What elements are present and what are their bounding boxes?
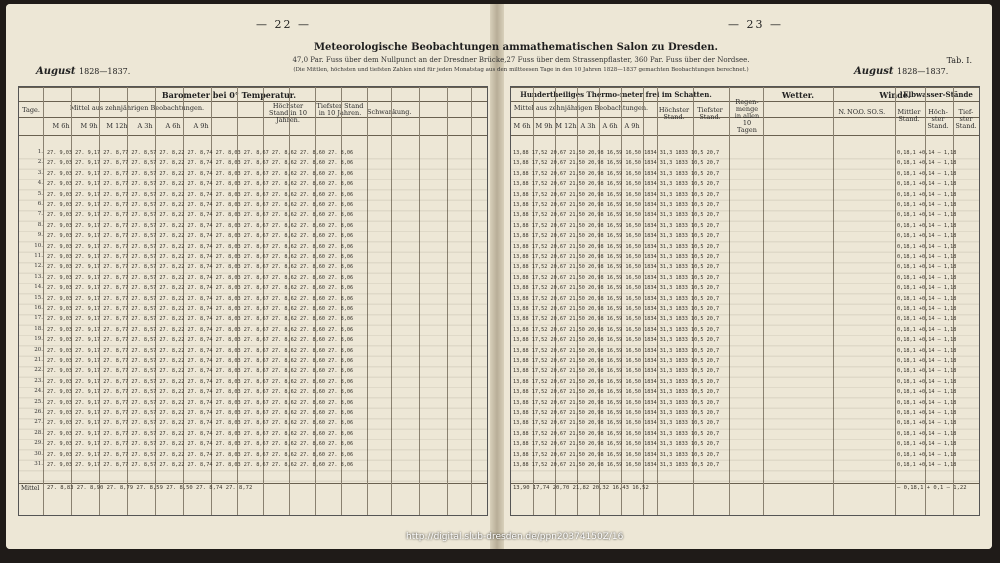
barometer-table bbox=[18, 86, 488, 516]
elbe-row: 0,18,1 +0,14 — 1,18 bbox=[897, 326, 957, 333]
day-label: 7. bbox=[37, 211, 43, 218]
day-label: 17. bbox=[34, 315, 43, 322]
header-baro-mittel: Mittel aus zehnjährigen Beobachtungen. bbox=[69, 104, 205, 112]
thermometer-row: 13,88 17,52 20,67 21,50 20,98 16,59 16,50 1834 31,3 1833 10,5 20,7 bbox=[513, 212, 720, 219]
elbe-row: 0,18,1 +0,14 — 1,18 bbox=[897, 358, 957, 364]
thermometer-row: 13,88 17,52 20,67 21,50 20,98 16,59 16,50 1834 31,3 1833 10,5 20,7 bbox=[513, 399, 720, 406]
baro-col-5: A 6h bbox=[165, 122, 181, 130]
elbe-row: 0,18,1 +0,14 — 1,18 bbox=[897, 222, 957, 229]
mittel-values: 27. 8,83 27. 8,90 27. 8,79 27. 8,59 27. 8,50 27. 8,74 27. 8,72 bbox=[47, 485, 253, 491]
baro-col-4: A 3h bbox=[137, 122, 153, 130]
barometer-row: 27. 9,03 27. 9,17 27. 8,77 27. 8,57 27. 8,22 27. 8,74 27. 8,03 27. 8,67 27. 8,62 27. 8,60 27. 8,06 bbox=[47, 274, 354, 281]
elbe-row: 0,18,1 +0,14 — 1,18 bbox=[897, 295, 957, 302]
thermometer-row: 13,88 17,52 20,67 21,50 20,98 16,59 16,50 1834 31,3 1833 10,5 20,7 bbox=[513, 462, 720, 468]
day-label: 15. bbox=[34, 294, 43, 301]
elbe-row: 0,18,1 +0,14 — 1,18 bbox=[897, 233, 957, 240]
barometer-row: 27. 9,03 27. 9,17 27. 8,77 27. 8,57 27. 8,22 27. 8,74 27. 8,03 27. 8,67 27. 8,62 27. 8,60 27. 8,06 bbox=[47, 243, 354, 250]
day-label: 2. bbox=[37, 159, 43, 166]
barometer-row: 27. 9,03 27. 9,17 27. 8,77 27. 8,57 27. 8,22 27. 8,74 27. 8,03 27. 8,67 27. 8,62 27. 8,60 27. 8,06 bbox=[47, 316, 354, 323]
table-label: Tab. I. bbox=[946, 56, 972, 65]
thermo-col-2: M 9h bbox=[535, 122, 553, 130]
barometer-row: 27. 9,03 27. 9,17 27. 8,77 27. 8,57 27. 8,22 27. 8,74 27. 8,03 27. 8,67 27. 8,62 27. 8,60 27. 8,06 bbox=[47, 347, 354, 354]
header-elbwasser: Elbwasser-Stände bbox=[903, 90, 973, 99]
barometer-row: 27. 9,03 27. 9,17 27. 8,77 27. 8,57 27. 8,22 27. 8,74 27. 8,03 27. 8,67 27. 8,62 27. 8,60 27. 8,06 bbox=[47, 451, 354, 458]
barometer-row: 27. 9,03 27. 9,17 27. 8,77 27. 8,57 27. 8,22 27. 8,74 27. 8,03 27. 8,67 27. 8,62 27. 8,60 27. 8,06 bbox=[47, 295, 354, 302]
thermometer-row: 13,88 17,52 20,67 21,50 20,98 16,59 16,50 1834 31,3 1833 10,5 20,7 bbox=[513, 389, 720, 396]
years: 1828—1837. bbox=[897, 67, 949, 76]
thermo-col-3: M 12h bbox=[555, 122, 577, 130]
day-label: 4. bbox=[37, 180, 43, 187]
thermometer-row: 13,88 17,52 20,67 21,50 20,98 16,59 16,50 1834 31,3 1833 10,5 20,7 bbox=[513, 264, 720, 271]
day-label: 11. bbox=[34, 253, 43, 259]
barometer-row: 27. 9,03 27. 9,17 27. 8,77 27. 8,57 27. 8,22 27. 8,74 27. 8,03 27. 8,67 27. 8,62 27. 8,60 27. 8,06 bbox=[47, 191, 354, 198]
day-label: 16. bbox=[34, 305, 43, 311]
thermometer-row: 13,88 17,52 20,67 21,50 20,98 16,59 16,50 1834 31,3 1833 10,5 20,7 bbox=[513, 243, 720, 250]
thermometer-row: 13,88 17,52 20,67 21,50 20,98 16,59 16,50 1834 31,3 1833 10,5 20,7 bbox=[513, 191, 720, 198]
elbe-row: 0,18,1 +0,14 — 1,18 bbox=[897, 306, 957, 312]
day-label: 26. bbox=[34, 409, 43, 415]
barometer-row: 27. 9,03 27. 9,17 27. 8,77 27. 8,57 27. 8,22 27. 8,74 27. 8,03 27. 8,67 27. 8,62 27. 8,60 27. 8,06 bbox=[47, 160, 354, 167]
elbe-row: 0,18,1 +0,14 — 1,18 bbox=[897, 202, 957, 208]
day-label: 31. bbox=[34, 461, 43, 467]
thermometer-row: 13,88 17,52 20,67 21,50 20,98 16,59 16,50 1834 31,3 1833 10,5 20,7 bbox=[513, 368, 720, 375]
header-hoechster-2: Höchster Stand. bbox=[658, 106, 690, 121]
thermometer-row: 13,88 17,52 20,67 21,50 20,98 16,59 16,50 1834 31,3 1833 10,5 20,7 bbox=[513, 295, 720, 302]
thermometer-row: 13,88 17,52 20,67 21,50 20,98 16,59 16,50 1834 31,3 1833 10,5 20,7 bbox=[513, 150, 720, 156]
baro-col-1: M 6h bbox=[52, 122, 70, 130]
month-heading-right bbox=[854, 66, 948, 77]
elbe-row: 0,18,1 +0,14 — 1,18 bbox=[897, 368, 957, 375]
barometer-row: 27. 9,03 27. 9,17 27. 8,77 27. 8,57 27. 8,22 27. 8,74 27. 8,03 27. 8,67 27. 8,62 27. 8,60 27. 8,06 bbox=[47, 326, 354, 333]
header-wetter: Wetter. bbox=[781, 90, 815, 100]
elbe-row: 0,18,1 +0,14 — 1,18 bbox=[897, 160, 957, 167]
elbe-row: 0,18,1 +0,14 — 1,18 bbox=[897, 254, 957, 260]
thermometer-row: 13,88 17,52 20,67 21,50 20,98 16,59 16,50 1834 31,3 1833 10,5 20,7 bbox=[513, 233, 720, 240]
barometer-row: 27. 9,03 27. 9,17 27. 8,77 27. 8,57 27. 8,22 27. 8,74 27. 8,03 27. 8,67 27. 8,62 27. 8,60 27. 8,06 bbox=[47, 306, 354, 312]
barometer-row: 27. 9,03 27. 9,17 27. 8,77 27. 8,57 27. 8,22 27. 8,74 27. 8,03 27. 8,67 27. 8,62 27. 8,60 27. 8,06 bbox=[47, 420, 354, 427]
thermometer-row: 13,88 17,52 20,67 21,50 20,98 16,59 16,50 1834 31,3 1833 10,5 20,7 bbox=[513, 274, 720, 281]
elbe-row: 0,18,1 +0,14 — 1,18 bbox=[897, 181, 957, 188]
day-label: 20. bbox=[34, 346, 43, 353]
day-label: 30. bbox=[34, 450, 43, 457]
wind-col-4: SO. bbox=[867, 108, 879, 116]
baro-col-6: A 9h bbox=[193, 122, 209, 130]
subtitle: 47,0 Par. Fuss über dem Nullpunct an der Dresdner Brücke,27 Fuss über dem Strassenpflaster, 360 Par. Fuss über der Nordsee. bbox=[292, 56, 750, 64]
day-label: 12. bbox=[34, 263, 43, 270]
barometer-row: 27. 9,03 27. 9,17 27. 8,77 27. 8,57 27. 8,22 27. 8,74 27. 8,03 27. 8,67 27. 8,62 27. 8,60 27. 8,06 bbox=[47, 441, 354, 448]
day-label: 14. bbox=[34, 284, 43, 291]
thermometer-rows bbox=[511, 149, 979, 483]
day-label: 28. bbox=[34, 429, 43, 436]
header-winde: Winde. bbox=[879, 90, 911, 100]
thermometer-row: 13,88 17,52 20,67 21,50 20,98 16,59 16,50 1834 31,3 1833 10,5 20,7 bbox=[513, 378, 720, 385]
barometer-row: 27. 9,03 27. 9,17 27. 8,77 27. 8,57 27. 8,22 27. 8,74 27. 8,03 27. 8,67 27. 8,62 27. 8,60 27. 8,06 bbox=[47, 181, 354, 188]
thermometer-row: 13,88 17,52 20,67 21,50 20,98 16,59 16,50 1834 31,3 1833 10,5 20,7 bbox=[513, 202, 720, 208]
book-spread bbox=[6, 4, 992, 549]
header-tiefster: Tiefster Stand in 10 Jahren. bbox=[316, 102, 364, 117]
header-tiefster-e: Tief-ster Stand. bbox=[955, 108, 977, 130]
thermometer-row: 13,88 17,52 20,67 21,50 20,98 16,59 16,50 1834 31,3 1833 10,5 20,7 bbox=[513, 326, 720, 333]
day-label: 19. bbox=[34, 336, 43, 343]
thermo-col-5: A 6h bbox=[602, 122, 618, 130]
day-label: 25. bbox=[34, 398, 43, 405]
header-regenmenge: Regen-menge in allen 10 Tagen bbox=[734, 98, 760, 134]
barometer-row: 27. 9,03 27. 9,17 27. 8,77 27. 8,57 27. 8,22 27. 8,74 27. 8,03 27. 8,67 27. 8,62 27. 8,60 27. 8,06 bbox=[47, 399, 354, 406]
thermometer-row: 13,88 17,52 20,67 21,50 20,98 16,59 16,50 1834 31,3 1833 10,5 20,7 bbox=[513, 170, 720, 177]
day-label: 10. bbox=[34, 242, 43, 249]
elbe-row: 0,18,1 +0,14 — 1,18 bbox=[897, 399, 957, 406]
header-thermo-mittel: Mittel aus zehnjährigen Beobachtungen. bbox=[513, 104, 649, 112]
elbe-row: 0,18,1 +0,14 — 1,18 bbox=[897, 347, 957, 354]
day-label: 3. bbox=[37, 169, 43, 176]
thermometer-row: 13,88 17,52 20,67 21,50 20,98 16,59 16,50 1834 31,3 1833 10,5 20,7 bbox=[513, 160, 720, 167]
thermo-col-6: A 9h bbox=[624, 122, 640, 130]
thermometer-row: 13,88 17,52 20,67 21,50 20,98 16,59 16,50 1834 31,3 1833 10,5 20,7 bbox=[513, 316, 720, 323]
day-label: 23. bbox=[34, 377, 43, 384]
header-schwankung: Schwankung. bbox=[367, 108, 412, 116]
thermometer-row: 13,88 17,52 20,67 21,50 20,98 16,59 16,50 1834 31,3 1833 10,5 20,7 bbox=[513, 430, 720, 437]
day-label: 9. bbox=[37, 232, 43, 239]
header-tage: Tage. bbox=[22, 106, 40, 114]
elbe-row: 0,18,1 +0,14 — 1,18 bbox=[897, 150, 957, 156]
thermometer-row: 13,88 17,52 20,67 21,50 20,98 16,59 16,50 1834 31,3 1833 10,5 20,7 bbox=[513, 451, 720, 458]
month-name: August bbox=[36, 66, 76, 77]
header-mittler: Mittler Stand. bbox=[897, 108, 921, 123]
mittel-elbe: — 0,18,1 + 0,1 — 1,22 bbox=[897, 485, 967, 491]
elbe-row: 0,18,1 +0,14 — 1,18 bbox=[897, 410, 957, 416]
day-label: 8. bbox=[37, 221, 43, 228]
elbe-row: 0,18,1 +0,14 — 1,18 bbox=[897, 274, 957, 281]
barometer-row: 27. 9,03 27. 9,17 27. 8,77 27. 8,57 27. 8,22 27. 8,74 27. 8,03 27. 8,67 27. 8,62 27. 8,60 27. 8,06 bbox=[47, 389, 354, 396]
day-label: 1. bbox=[37, 149, 43, 155]
thermometer-row: 13,88 17,52 20,67 21,50 20,98 16,59 16,50 1834 31,3 1833 10,5 20,7 bbox=[513, 358, 720, 364]
elbe-row: 0,18,1 +0,14 — 1,18 bbox=[897, 316, 957, 323]
barometer-row: 27. 9,03 27. 9,17 27. 8,77 27. 8,57 27. 8,22 27. 8,74 27. 8,03 27. 8,67 27. 8,62 27. 8,60 27. 8,06 bbox=[47, 254, 354, 260]
thermo-col-1: M 6h bbox=[513, 122, 531, 130]
barometer-row: 27. 9,03 27. 9,17 27. 8,77 27. 8,57 27. 8,22 27. 8,74 27. 8,03 27. 8,67 27. 8,62 27. 8,60 27. 8,06 bbox=[47, 170, 354, 177]
thermometer-row: 13,88 17,52 20,67 21,50 20,98 16,59 16,50 1834 31,3 1833 10,5 20,7 bbox=[513, 337, 720, 344]
barometer-row: 27. 9,03 27. 9,17 27. 8,77 27. 8,57 27. 8,22 27. 8,74 27. 8,03 27. 8,67 27. 8,62 27. 8,60 27. 8,06 bbox=[47, 462, 354, 468]
thermo-col-4: A 3h bbox=[580, 122, 596, 130]
day-label: 24. bbox=[34, 388, 43, 395]
elbe-row: 0,18,1 +0,14 — 1,18 bbox=[897, 212, 957, 219]
baro-col-3: M 12h bbox=[106, 122, 128, 130]
elbe-row: 0,18,1 +0,14 — 1,18 bbox=[897, 430, 957, 437]
header-barometer: Barometer bei 0° Temperatur. bbox=[161, 90, 297, 100]
day-label: 18. bbox=[34, 325, 43, 332]
day-label: 5. bbox=[37, 190, 43, 197]
day-label: 27. bbox=[34, 419, 43, 426]
barometer-rows bbox=[19, 149, 487, 483]
barometer-row: 27. 9,03 27. 9,17 27. 8,77 27. 8,57 27. 8,22 27. 8,74 27. 8,03 27. 8,67 27. 8,62 27. 8,60 27. 8,06 bbox=[47, 410, 354, 416]
elbe-row: 0,18,1 +0,14 — 1,18 bbox=[897, 462, 957, 468]
wind-col-5: S. bbox=[878, 108, 886, 116]
barometer-row: 27. 9,03 27. 9,17 27. 8,77 27. 8,57 27. 8,22 27. 8,74 27. 8,03 27. 8,67 27. 8,62 27. 8,60 27. 8,06 bbox=[47, 430, 354, 437]
day-label: 21. bbox=[34, 357, 43, 363]
thermometer-row: 13,88 17,52 20,67 21,50 20,98 16,59 16,50 1834 31,3 1833 10,5 20,7 bbox=[513, 441, 720, 448]
years: 1828—1837. bbox=[79, 67, 131, 76]
elbe-row: 0,18,1 +0,14 — 1,18 bbox=[897, 378, 957, 385]
page-number-left: — 22 — bbox=[256, 18, 311, 31]
month-heading-left bbox=[36, 66, 130, 77]
header-hoechster: Höchster Stand in 10 Jahren. bbox=[269, 102, 307, 124]
thermometer-row: 13,88 17,52 20,67 21,50 20,98 16,59 16,50 1834 31,3 1833 10,5 20,7 bbox=[513, 420, 720, 427]
elbe-row: 0,18,1 +0,14 — 1,18 bbox=[897, 451, 957, 458]
month-name: August bbox=[854, 66, 894, 77]
thermometer-row: 13,88 17,52 20,67 21,50 20,98 16,59 16,50 1834 31,3 1833 10,5 20,7 bbox=[513, 254, 720, 260]
thermometer-row: 13,88 17,52 20,67 21,50 20,98 16,59 16,50 1834 31,3 1833 10,5 20,7 bbox=[513, 181, 720, 188]
elbe-row: 0,18,1 +0,14 — 1,18 bbox=[897, 285, 957, 292]
wind-col-1: N. bbox=[838, 108, 846, 116]
header-hoechster-e: Höch-ster Stand. bbox=[927, 108, 949, 130]
barometer-row: 27. 9,03 27. 9,17 27. 8,77 27. 8,57 27. 8,22 27. 8,74 27. 8,03 27. 8,67 27. 8,62 27. 8,60 27. 8,06 bbox=[47, 202, 354, 208]
day-label: 13. bbox=[34, 273, 43, 280]
header-tiefster-2: Tiefster Stand. bbox=[697, 106, 723, 121]
thermometer-row: 13,88 17,52 20,67 21,50 20,98 16,59 16,50 1834 31,3 1833 10,5 20,7 bbox=[513, 347, 720, 354]
thermometer-row: 13,88 17,52 20,67 21,50 20,98 16,59 16,50 1834 31,3 1833 10,5 20,7 bbox=[513, 285, 720, 292]
thermometer-row: 13,88 17,52 20,67 21,50 20,98 16,59 16,50 1834 31,3 1833 10,5 20,7 bbox=[513, 410, 720, 416]
wind-col-3: O. bbox=[858, 108, 866, 116]
barometer-row: 27. 9,03 27. 9,17 27. 8,77 27. 8,57 27. 8,22 27. 8,74 27. 8,03 27. 8,67 27. 8,62 27. 8,60 27. 8,06 bbox=[47, 368, 354, 375]
barometer-row: 27. 9,03 27. 9,17 27. 8,77 27. 8,57 27. 8,22 27. 8,74 27. 8,03 27. 8,67 27. 8,62 27. 8,60 27. 8,06 bbox=[47, 285, 354, 292]
day-label: 29. bbox=[34, 440, 43, 447]
barometer-row: 27. 9,03 27. 9,17 27. 8,77 27. 8,57 27. 8,22 27. 8,74 27. 8,03 27. 8,67 27. 8,62 27. 8,60 27. 8,06 bbox=[47, 233, 354, 240]
elbe-row: 0,18,1 +0,14 — 1,18 bbox=[897, 389, 957, 396]
page-title: Meteorologische Beobachtungen ammathematischen Salon zu Dresden. bbox=[313, 42, 719, 53]
source-url[interactable]: http://digital.slub-dresden.de/ppn20374150Z/16 bbox=[406, 532, 624, 542]
elbe-row: 0,18,1 +0,14 — 1,18 bbox=[897, 420, 957, 427]
barometer-row: 27. 9,03 27. 9,17 27. 8,77 27. 8,57 27. 8,22 27. 8,74 27. 8,03 27. 8,67 27. 8,62 27. 8,60 27. 8,06 bbox=[47, 264, 354, 271]
day-label: 22. bbox=[34, 367, 43, 374]
thermometer-table bbox=[510, 86, 980, 516]
barometer-row: 27. 9,03 27. 9,17 27. 8,77 27. 8,57 27. 8,22 27. 8,74 27. 8,03 27. 8,67 27. 8,62 27. 8,60 27. 8,06 bbox=[47, 358, 354, 364]
baro-col-2: M 9h bbox=[80, 122, 98, 130]
page-number-right: — 23 — bbox=[728, 18, 783, 31]
elbe-row: 0,18,1 +0,14 — 1,18 bbox=[897, 170, 957, 177]
barometer-row: 27. 9,03 27. 9,17 27. 8,77 27. 8,57 27. 8,22 27. 8,74 27. 8,03 27. 8,67 27. 8,62 27. 8,60 27. 8,06 bbox=[47, 337, 354, 344]
mittel-values-right: 13,90 17,74 20,70 21,82 20,32 16,43 16,52 bbox=[513, 485, 649, 491]
header-thermo: Hundertheiliges Thermo-meter frei im Schatten. bbox=[520, 90, 712, 99]
barometer-row: 27. 9,03 27. 9,17 27. 8,77 27. 8,57 27. 8,22 27. 8,74 27. 8,03 27. 8,67 27. 8,62 27. 8,60 27. 8,06 bbox=[47, 212, 354, 219]
book-gutter bbox=[490, 4, 504, 549]
wind-col-2: NO. bbox=[847, 108, 860, 116]
note: (Die Mittlen, höchsten und tiefsten Zahlen sind für jeden Monatstag aus den miltteesen Tage in den 10 Jahren 1828—1837 gemachten Beobachtungen berechnet.) bbox=[293, 67, 749, 73]
elbe-row: 0,18,1 +0,14 — 1,18 bbox=[897, 441, 957, 448]
mittel-label: Mittel bbox=[21, 485, 40, 492]
elbe-row: 0,18,1 +0,14 — 1,18 bbox=[897, 264, 957, 271]
elbe-row: 0,18,1 +0,14 — 1,18 bbox=[897, 337, 957, 344]
barometer-row: 27. 9,03 27. 9,17 27. 8,77 27. 8,57 27. 8,22 27. 8,74 27. 8,03 27. 8,67 27. 8,62 27. 8,60 27. 8,06 bbox=[47, 378, 354, 385]
elbe-row: 0,18,1 +0,14 — 1,18 bbox=[897, 191, 957, 198]
thermometer-row: 13,88 17,52 20,67 21,50 20,98 16,59 16,50 1834 31,3 1833 10,5 20,7 bbox=[513, 306, 720, 312]
day-label: 6. bbox=[37, 201, 43, 207]
barometer-row: 27. 9,03 27. 9,17 27. 8,77 27. 8,57 27. 8,22 27. 8,74 27. 8,03 27. 8,67 27. 8,62 27. 8,60 27. 8,06 bbox=[47, 222, 354, 229]
barometer-row: 27. 9,03 27. 9,17 27. 8,77 27. 8,57 27. 8,22 27. 8,74 27. 8,03 27. 8,67 27. 8,62 27. 8,60 27. 8,06 bbox=[47, 150, 354, 156]
elbe-row: 0,18,1 +0,14 — 1,18 bbox=[897, 243, 957, 250]
thermometer-row: 13,88 17,52 20,67 21,50 20,98 16,59 16,50 1834 31,3 1833 10,5 20,7 bbox=[513, 222, 720, 229]
